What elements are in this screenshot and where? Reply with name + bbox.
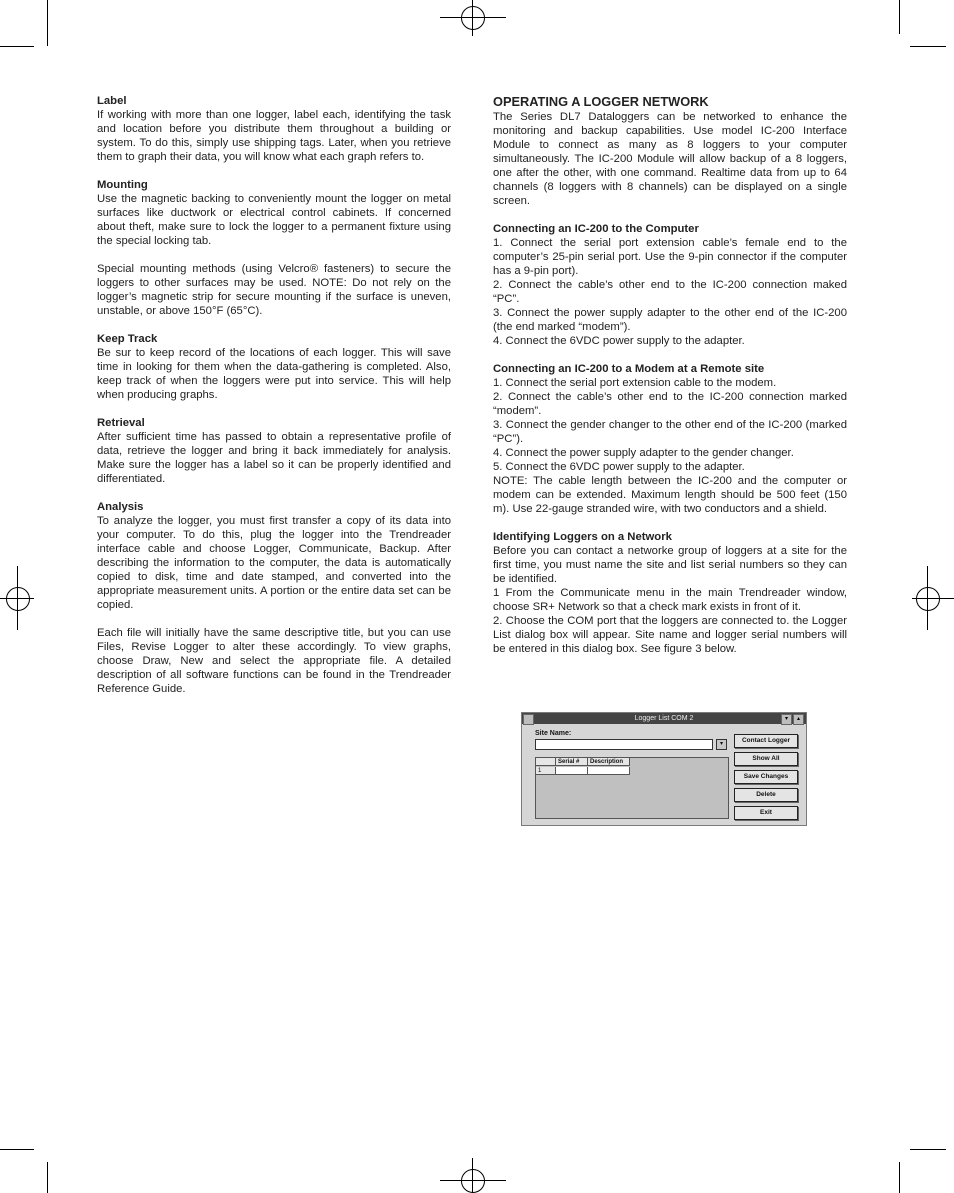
registration-mark-right xyxy=(916,587,940,611)
crop-mark xyxy=(910,46,946,47)
left-column xyxy=(97,94,451,710)
step: 3. Connect the gender changer to the other end of the IC-200 (marked “PC”). xyxy=(493,419,847,445)
site-name-input[interactable] xyxy=(535,739,713,750)
registration-line xyxy=(440,17,506,18)
crop-mark xyxy=(47,1162,48,1193)
section-retrieval xyxy=(97,416,451,486)
right-column xyxy=(493,94,847,670)
section-network xyxy=(493,94,847,208)
step: 2. Connect the cable’s other end to the IC-200 connection marked “modem”. xyxy=(493,391,847,417)
crop-mark xyxy=(899,0,900,34)
registration-line xyxy=(440,1180,506,1181)
show-all-button[interactable]: Show All xyxy=(734,752,798,766)
step: 1. Connect the serial port extension cable’s female end to the computer’s 25-pin serial port. Use the 9-pin connector if the computer has a 9-pin port). xyxy=(493,237,847,277)
dialog-title: Logger List COM 2 xyxy=(522,713,806,724)
paragraph: Use the magnetic backing to conveniently mount the logger on metal surfaces like ductwork or electrical control cabinets. If concerned about theft, make sure to lock the logger to a permanent fixture using the special locking tab. xyxy=(97,193,451,247)
step: 2. Choose the COM port that the loggers are connected to. the Logger List dialog box will appear. Site name and logger serial numbers will be entered in this dialog box. See figure 3 below. xyxy=(493,615,847,655)
step: 5. Connect the 6VDC power supply to the adapter. xyxy=(493,461,745,473)
maximize-icon[interactable]: ▴ xyxy=(793,714,804,725)
step: 1 From the Communicate menu in the main Trendreader window, choose SR+ Network so that a check mark exists in front of it. xyxy=(493,587,847,613)
step: 4. Connect the 6VDC power supply to the adapter. xyxy=(493,335,745,347)
section-identify xyxy=(493,530,847,656)
column-header-description: Description xyxy=(588,758,630,766)
delete-button[interactable]: Delete xyxy=(734,788,798,802)
grid-corner xyxy=(536,758,556,766)
contact-logger-button[interactable]: Contact Logger xyxy=(734,734,798,748)
section-heading: Label xyxy=(97,95,127,107)
section-connect-modem xyxy=(493,362,847,516)
section-heading: Identifying Loggers on a Network xyxy=(493,531,672,543)
serial-cell[interactable] xyxy=(556,767,588,775)
paragraph: Before you can contact a networke group of loggers at a site for the first time, you must name the site and list serial numbers so they can be identified. xyxy=(493,545,847,585)
paragraph: To analyze the logger, you must first transfer a copy of its data into your computer. To do this, plug the logger into the Trendreader interface cable and choose Logger, Communicate, Backup. After describing the information to the computer, the data is automatically copied to disk, time and date stamped, and converted into the appropriate measurement units. A portion or the entire data set can be copied. xyxy=(97,515,451,611)
paragraph: If working with more than one logger, label each, identifying the task and location before you distribute them throughout a building or system. To do this, simply use shipping tags. Later, when you retrieve them to graph their data, you will know what each graph refers to. xyxy=(97,109,451,163)
section-analysis xyxy=(97,500,451,696)
paragraph: Be sur to keep record of the locations of each logger. This will save time in looking for them when the data-gathering is completed. Also, keep track of when the loggers were put into service. This will help when producing graphs. xyxy=(97,347,451,401)
section-heading: Keep Track xyxy=(97,333,158,345)
section-heading: Retrieval xyxy=(97,417,145,429)
crop-mark xyxy=(0,46,34,47)
crop-mark xyxy=(910,1149,946,1150)
site-name-label: Site Name: xyxy=(535,730,572,737)
paragraph: Each file will initially have the same descriptive title, but you can use Files, Revise Logger to alter these accordingly. To view graphs, choose Draw, New and select the appropriate file. A detailed description of all software functions can be found in the Trendreader Reference Guide. xyxy=(97,627,451,695)
note: NOTE: The cable length between the IC-200 and the computer or modem can be extended. Maximum length should be 500 feet (150 m). Use 22-gauge stranded wire, with two conductors and a shield. xyxy=(493,475,847,515)
section-mounting xyxy=(97,178,451,318)
column-header-serial: Serial # xyxy=(556,758,588,766)
section-heading: Mounting xyxy=(97,179,148,191)
section-heading: Connecting an IC-200 to a Modem at a Remote site xyxy=(493,363,765,375)
crop-mark xyxy=(47,0,48,46)
system-menu-icon[interactable] xyxy=(523,714,534,725)
step: 4. Connect the power supply adapter to the gender changer. xyxy=(493,447,794,459)
crop-mark xyxy=(0,1149,34,1150)
step: 3. Connect the power supply adapter to the other end of the IC-200 (the end marked “modem”). xyxy=(493,307,847,333)
registration-mark-left xyxy=(6,587,30,611)
paragraph: After sufficient time has passed to obtain a representative profile of data, retrieve the logger and bring it back immediately for analysis. Make sure the logger has a label so it can be properly identified and differentiated. xyxy=(97,431,451,485)
registration-mark-bottom xyxy=(461,1169,485,1193)
minimize-icon[interactable]: ▾ xyxy=(781,714,792,725)
registration-line xyxy=(472,1158,473,1193)
section-connect-computer xyxy=(493,222,847,348)
registration-line xyxy=(912,598,954,599)
step: 1. Connect the serial port extension cable to the modem. xyxy=(493,377,777,389)
save-changes-button[interactable]: Save Changes xyxy=(734,770,798,784)
registration-line xyxy=(472,0,473,36)
logger-grid[interactable] xyxy=(535,757,729,819)
paragraph: The Series DL7 Dataloggers can be networked to enhance the monitoring and backup capabilities. Use model IC-200 Interface Module to connect as many as 8 loggers to your computer simultaneously. The IC-200 Module will allow backup of a 8 loggers, one after the other, with one command. Realtime data from up to 64 channels (8 loggers with 8 channels) can be displayed on a single screen. xyxy=(493,111,847,207)
row-number: 1 xyxy=(536,767,556,775)
registration-line xyxy=(0,598,34,599)
section-title: OPERATING A LOGGER NETWORK xyxy=(493,94,709,109)
section-heading: Analysis xyxy=(97,501,144,513)
section-keep-track xyxy=(97,332,451,402)
description-cell[interactable] xyxy=(588,767,630,775)
step: 2. Connect the cable’s other end to the IC-200 connection maked “PC”. xyxy=(493,279,847,305)
section-label xyxy=(97,94,451,164)
crop-mark xyxy=(899,1162,900,1193)
section-heading: Connecting an IC-200 to the Computer xyxy=(493,223,699,235)
registration-mark-top xyxy=(461,6,485,30)
site-dropdown-button[interactable]: ▾ xyxy=(716,739,727,750)
exit-button[interactable]: Exit xyxy=(734,806,798,820)
logger-list-dialog xyxy=(521,712,807,826)
paragraph: Special mounting methods (using Velcro® fasteners) to secure the loggers to other surfaces may be used. NOTE: Do not rely on the logger’s magnetic strip for secure mounting if the surface is uneven, unstable, or above 150°F (65°C). xyxy=(97,263,451,317)
